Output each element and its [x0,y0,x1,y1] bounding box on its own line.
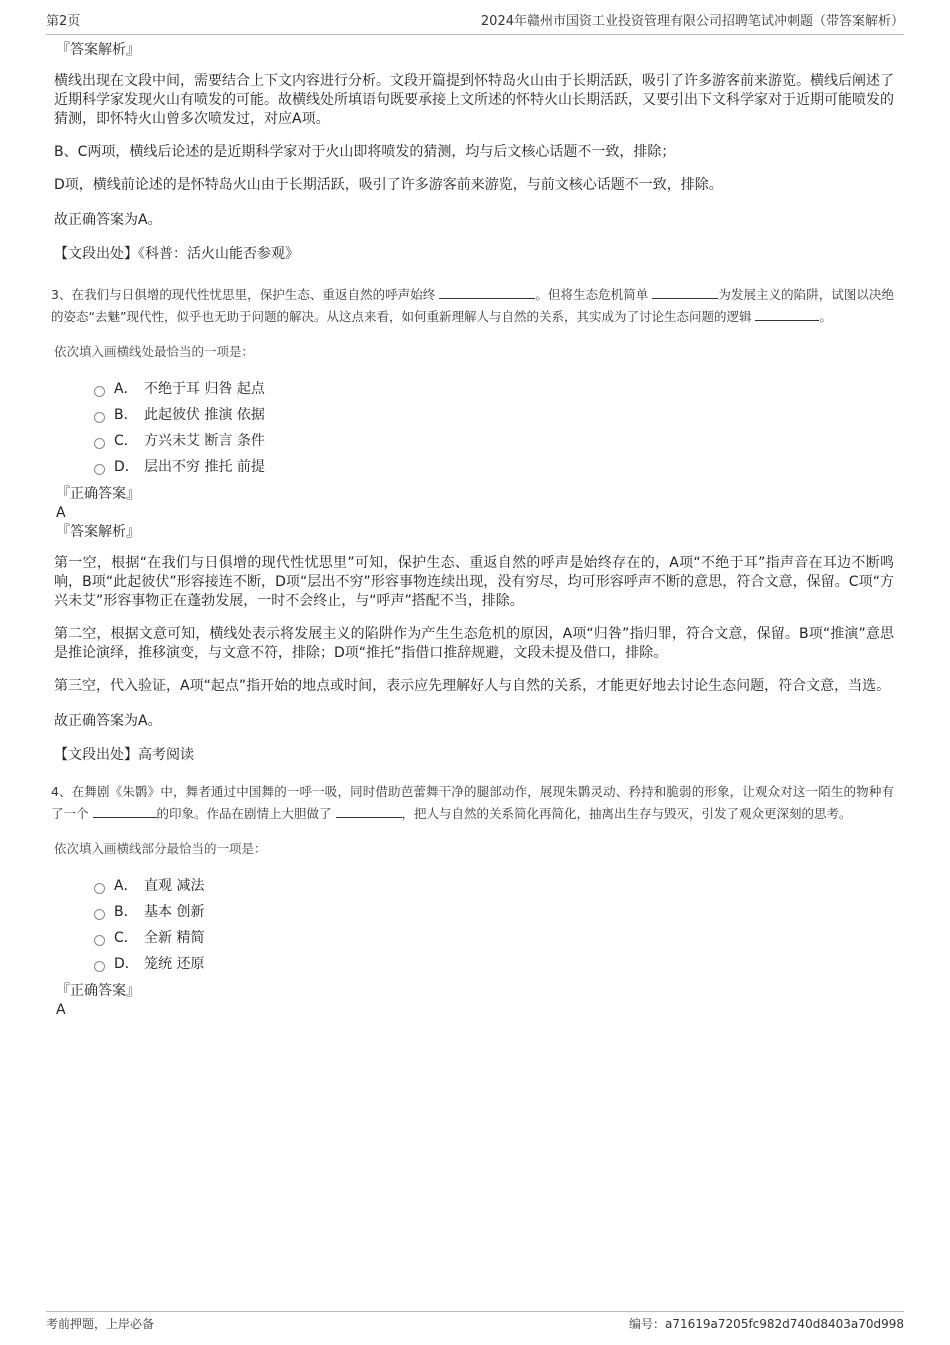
option-letter: D． [114,956,139,972]
answer-blank [93,803,157,818]
question-4-stem [51,781,894,825]
option-b[interactable] [94,402,894,428]
answer-blank [755,306,819,321]
answer-blank [336,803,402,818]
question-text: 为发展主义的陷阱，试图以决绝的姿态“去魅”现代性，似乎也无助于问题的解决。从这点来看，如何重新理解人与自然的关系，其实成为了讨论生态问题的逻辑 [51,287,894,324]
question-3-stem [51,284,894,328]
radio-icon[interactable] [94,386,105,397]
option-c[interactable] [94,925,894,951]
answer-blank [652,284,718,299]
option-list [94,376,894,480]
answer-blank [439,284,535,299]
option-letter: D． [114,459,139,475]
analysis-paragraph: 第二空，根据文意可知，横线处表示将发展主义的陷阱作为产生生态危机的原因，A项“归咎”指归罪，符合文意，保留。B项“推演”意思是推论演绎，推移演变，与文意不符，排除；D项“推托”指借口推辞规避，文段未提及借口，排除。 [54,626,894,661]
option-d[interactable] [94,951,894,977]
option-c[interactable] [94,428,894,454]
question-text: 4、在舞剧《朱鹮》中，舞者通过中国舞的一呼一吸，同时借助芭蕾舞干净的腿部动作，展现朱鹮灵动、矜持和脆弱的形象，让观众对这一陌生的物种有了一个 [51,784,894,821]
radio-icon[interactable] [94,438,105,449]
question-text: 3、在我们与日俱增的现代性忧思里，保护生态、重返自然的呼声始终 [51,287,436,302]
page-footer [46,1311,904,1334]
analysis-title: 『答案解析』 [56,524,140,540]
analysis-conclusion: 故正确答案为A。 [54,713,162,729]
question-instruction: 依次填入画横线处最恰当的一项是： [54,344,255,359]
option-text: 基本 创新 [144,904,205,920]
radio-icon[interactable] [94,883,105,894]
option-text: 此起彼伏 推演 依据 [144,407,265,423]
question-text: 。 [819,309,832,324]
page-header [46,12,904,35]
radio-icon[interactable] [94,961,105,972]
option-letter: C． [114,930,138,946]
radio-icon[interactable] [94,464,105,475]
option-letter: C． [114,433,138,449]
option-letter: A． [114,878,138,894]
analysis-paragraph: B、C两项，横线后论述的是近期科学家对于火山即将喷发的猜测，均与后文核心话题不一致，排除； [54,144,676,160]
code-value: a71619a7205fc982d740d8403a70d998 [665,1317,904,1331]
analysis-conclusion: 故正确答案为A。 [54,212,162,228]
option-text: 不绝于耳 归咎 起点 [144,381,265,397]
page-number: 第2页 [46,14,81,29]
option-text: 方兴未艾 断言 条件 [144,433,265,449]
option-b[interactable] [94,899,894,925]
analysis-paragraph: 第一空，根据“在我们与日俱增的现代性忧思里”可知，保护生态、重返自然的呼声是始终存在的，A项“不绝于耳”指声音在耳边不断鸣响，B项“此起彼伏”形容接连不断，D项“层出不穷”形容事物连续出现，没有穷尽，均可形容呼声不断的意思，符合文意，保留。C项“方兴未艾”形容事物正在蓬勃发展，一时不会终止，与“呼声”搭配不当，排除。 [54,555,894,609]
question-text: ，把人与自然的关系简化再简化，抽离出生存与毁灭，引发了观众更深刻的思考。 [401,806,852,821]
passage-source: 【文段出处】《科普：活火山能否参观》 [54,246,299,262]
document-title: 2024年赣州市国资工业投资管理有限公司招聘笔试冲刺题（带答案解析） [480,14,904,29]
footer-slogan: 考前押题，上岸必备 [46,1317,155,1331]
radio-icon[interactable] [94,412,105,423]
document-code [629,1314,904,1334]
analysis-paragraph: 第三空，代入验证，A项“起点”指开始的地点或时间，表示应先理解好人与自然的关系，才能更好地去讨论生态问题，符合文意，当选。 [54,678,891,694]
option-letter: B． [114,904,138,920]
radio-icon[interactable] [94,909,105,920]
correct-answer: A [56,505,66,521]
question-text: 的印象。作品在剧情上大胆做了 [156,806,332,821]
option-text: 全新 精简 [144,930,205,946]
option-a[interactable] [94,376,894,402]
correct-answer-title: 『正确答案』 [56,486,140,502]
option-text: 笼统 还原 [144,956,205,972]
passage-source: 【文段出处】高考阅读 [54,747,194,763]
correct-answer: A [56,1002,66,1018]
option-text: 直观 减法 [144,878,205,894]
question-text: 。但将生态危机简单 [535,287,649,302]
option-letter: A． [114,381,138,397]
analysis-paragraph: 横线出现在文段中间，需要结合上下文内容进行分析。文段开篇提到怀特岛火山由于长期活跃，吸引了许多游客前来游览。横线后阐述了近期科学家发现火山有喷发的可能。故横线处所填语句既要承接上文所述的怀特火山长期活跃，又要引出下文科学家对于近期可能喷发的猜测，即怀特火山曾多次喷发过，对应A项。 [54,73,894,127]
option-text: 层出不穷 推托 前提 [144,459,265,475]
option-a[interactable] [94,873,894,899]
option-letter: B． [114,407,138,423]
analysis-title: 『答案解析』 [56,42,140,58]
option-d[interactable] [94,454,894,480]
radio-icon[interactable] [94,935,105,946]
correct-answer-title: 『正确答案』 [56,983,140,999]
page-content [51,40,894,1019]
question-instruction: 依次填入画横线部分最恰当的一项是： [54,841,267,856]
option-list [94,873,894,977]
code-label: 编号： [629,1317,666,1331]
analysis-paragraph: D项，横线前论述的是怀特岛火山由于长期活跃，吸引了许多游客前来游览，与前文核心话题不一致，排除。 [54,177,723,193]
